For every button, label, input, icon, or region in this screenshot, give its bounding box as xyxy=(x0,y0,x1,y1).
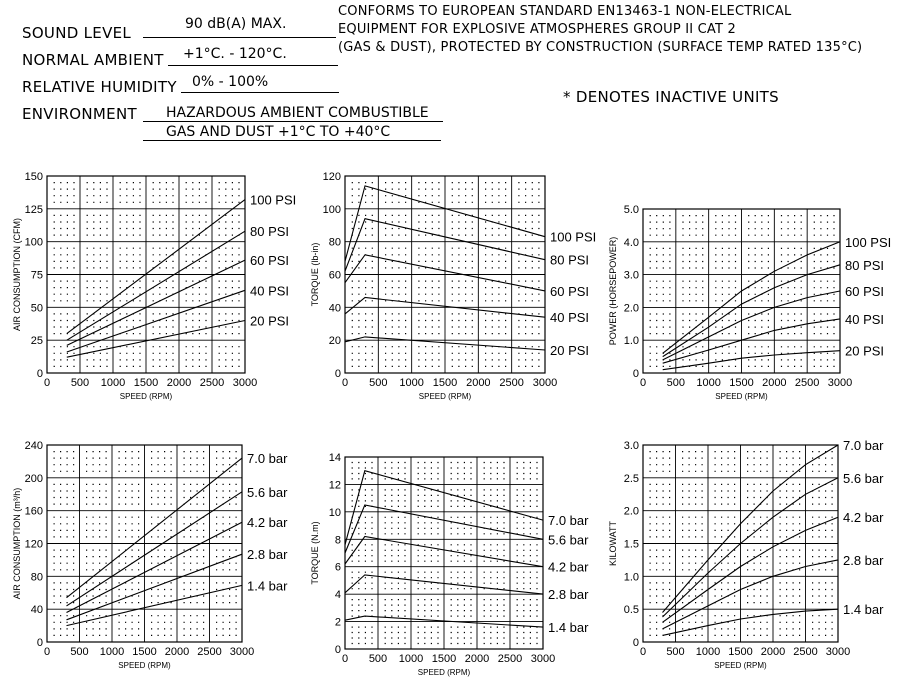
x-tick-label: 2000 xyxy=(464,653,490,665)
x-tick-label: 3000 xyxy=(532,377,558,389)
series-line xyxy=(67,200,245,334)
x-tick-label: 3000 xyxy=(827,377,853,389)
y-tick-label: 80 xyxy=(30,571,43,584)
y-tick-label: 4 xyxy=(334,589,341,602)
x-tick-label: 2500 xyxy=(793,646,818,658)
y-tick-label: 40 xyxy=(328,302,341,315)
y-tick-label: 120 xyxy=(24,538,43,551)
y-tick-label: 14 xyxy=(328,452,341,464)
series-label: 2.8 bar xyxy=(843,552,884,568)
x-tick-label: 2500 xyxy=(199,377,225,389)
y-tick-label: 0 xyxy=(36,368,43,380)
x-tick-label: 1000 xyxy=(399,377,424,389)
x-axis-label: SPEED (RPM) xyxy=(118,661,171,670)
y-axis-label: TORQUE (N.m) xyxy=(310,521,320,585)
y-tick-label: 3.0 xyxy=(623,440,639,452)
x-axis-label: SPEED (RPM) xyxy=(119,392,173,401)
y-tick-label: 3.0 xyxy=(623,269,639,282)
x-tick-label: 1000 xyxy=(100,377,126,389)
y-tick-label: 4.0 xyxy=(623,236,639,249)
spec-value-sound-level: 90 dB(A) MAX. xyxy=(185,16,287,32)
x-tick-label: 2500 xyxy=(499,377,524,389)
y-axis-label: TORQUE (lb-in) xyxy=(310,242,320,307)
y-tick-label: 40 xyxy=(30,604,43,617)
series-label: 60 PSI xyxy=(845,284,885,299)
series-label: 80 PSI xyxy=(250,224,290,240)
x-tick-label: 500 xyxy=(666,646,685,658)
x-tick-label: 1500 xyxy=(432,377,458,389)
series-label: 4.2 bar xyxy=(843,510,884,526)
y-tick-label: 120 xyxy=(322,171,341,183)
x-tick-label: 0 xyxy=(639,377,647,389)
x-tick-label: 0 xyxy=(341,377,349,389)
series-line xyxy=(663,445,839,613)
series-line xyxy=(663,242,840,353)
y-axis-label: AIR CONSUMPTION (CFM) xyxy=(12,218,22,331)
y-tick-label: 0 xyxy=(632,637,639,649)
standard-line-2: EQUIPMENT FOR EXPLOSIVE ATMOSPHERES GROUP II CAT 2 xyxy=(338,22,736,37)
series-label: 7.0 bar xyxy=(247,451,288,467)
y-tick-label: 80 xyxy=(328,236,341,249)
x-tick-label: 3000 xyxy=(232,377,258,389)
spec-label-sound-level: SOUND LEVEL xyxy=(22,24,132,42)
x-tick-label: 3000 xyxy=(229,646,255,658)
y-tick-label: 6 xyxy=(334,561,341,574)
x-tick-label: 2500 xyxy=(497,653,523,665)
y-tick-label: 150 xyxy=(24,171,43,183)
y-tick-label: 1.0 xyxy=(623,571,639,584)
x-tick-label: 0 xyxy=(639,646,647,658)
series-label: 7.0 bar xyxy=(548,513,589,529)
series-line xyxy=(67,554,243,620)
y-tick-label: 2.0 xyxy=(623,302,639,315)
x-tick-label: 1000 xyxy=(696,377,721,389)
x-tick-label: 2000 xyxy=(762,377,787,389)
x-tick-label: 500 xyxy=(666,377,686,389)
x-tick-label: 0 xyxy=(43,377,51,389)
x-tick-label: 1000 xyxy=(99,646,125,658)
series-label: 1.4 bar xyxy=(843,602,884,618)
y-axis-label: AIR CONSUMPTION (m³/h) xyxy=(12,487,22,600)
spec-value-environment-line2: GAS AND DUST +1°C TO +40°C xyxy=(166,124,391,140)
series-label: 100 PSI xyxy=(845,234,892,250)
series-line xyxy=(663,319,840,363)
y-tick-label: 10 xyxy=(328,506,341,519)
y-tick-label: 0 xyxy=(36,637,43,649)
x-tick-label: 2500 xyxy=(197,646,222,658)
series-line xyxy=(67,585,243,625)
y-tick-label: 240 xyxy=(24,440,43,452)
x-tick-label: 1000 xyxy=(398,653,424,665)
y-tick-label: 8 xyxy=(334,534,341,547)
x-tick-label: 0 xyxy=(341,653,349,665)
x-tick-label: 2500 xyxy=(794,377,820,389)
series-label: 100 PSI xyxy=(250,192,297,208)
spec-label-environment: ENVIRONMENT xyxy=(22,105,137,123)
x-tick-label: 3000 xyxy=(825,646,851,658)
series-line xyxy=(67,321,245,358)
x-tick-label: 0 xyxy=(43,646,51,658)
y-tick-label: 0.5 xyxy=(623,604,639,617)
x-tick-label: 500 xyxy=(70,646,89,658)
y-tick-label: 2.0 xyxy=(623,505,639,518)
spec-value-environment-line1: HAZARDOUS AMBIENT COMBUSTIBLE xyxy=(166,105,429,121)
y-tick-label: 0 xyxy=(334,644,341,656)
x-tick-label: 2000 xyxy=(760,646,786,658)
series-label: 80 PSI xyxy=(845,257,885,273)
y-tick-label: 25 xyxy=(30,335,43,348)
y-tick-label: 75 xyxy=(30,269,43,282)
spec-label-relative-humidity: RELATIVE HUMIDITY xyxy=(22,78,177,96)
x-tick-label: 500 xyxy=(368,653,388,665)
x-tick-label: 1000 xyxy=(695,646,721,658)
series-label: 5.6 bar xyxy=(548,532,589,548)
series-label: 2.8 bar xyxy=(247,547,288,563)
x-tick-label: 3000 xyxy=(530,653,556,665)
x-tick-label: 2000 xyxy=(166,377,192,389)
y-tick-label: 125 xyxy=(24,203,43,216)
spec-label-normal-ambient: NORMAL AMBIENT xyxy=(22,51,164,69)
x-tick-label: 500 xyxy=(70,377,90,389)
x-axis-label: SPEED (RPM) xyxy=(417,668,471,677)
y-tick-label: 0 xyxy=(334,368,341,380)
y-tick-label: 160 xyxy=(24,505,43,518)
y-tick-label: 1.5 xyxy=(623,538,639,551)
spec-value-relative-humidity: 0% - 100% xyxy=(192,74,269,90)
series-label: 20 PSI xyxy=(550,343,590,359)
series-label: 1.4 bar xyxy=(247,578,288,594)
series-line xyxy=(67,231,245,340)
series-line xyxy=(663,265,840,357)
standard-line-3: (GAS & DUST), PROTECTED BY CONSTRUCTION (SURFACE TEMP RATED 135°C) xyxy=(338,40,863,55)
series-label: 4.2 bar xyxy=(247,515,288,531)
y-tick-label: 60 xyxy=(328,269,341,282)
y-tick-label: 5.0 xyxy=(623,204,639,216)
x-axis-label: SPEED (RPM) xyxy=(715,392,768,401)
y-tick-label: 20 xyxy=(328,335,341,348)
series-label: 20 PSI xyxy=(845,343,885,359)
series-label: 60 PSI xyxy=(550,283,590,299)
x-tick-label: 1500 xyxy=(729,377,754,389)
series-label: 40 PSI xyxy=(250,283,290,299)
x-axis-label: SPEED (RPM) xyxy=(714,661,767,670)
x-tick-label: 500 xyxy=(369,377,388,389)
y-tick-label: 12 xyxy=(328,479,341,492)
series-line xyxy=(67,492,243,606)
x-tick-label: 1500 xyxy=(728,646,753,658)
x-tick-label: 2000 xyxy=(466,377,491,389)
y-tick-label: 1.0 xyxy=(623,335,639,348)
series-label: 7.0 bar xyxy=(843,438,884,453)
series-line xyxy=(67,522,243,612)
series-label: 5.6 bar xyxy=(247,484,288,500)
y-tick-label: 100 xyxy=(322,203,341,216)
series-label: 5.6 bar xyxy=(843,470,884,486)
x-tick-label: 1500 xyxy=(133,377,159,389)
series-label: 60 PSI xyxy=(250,253,290,269)
x-tick-label: 2000 xyxy=(164,646,190,658)
series-line xyxy=(67,260,245,345)
series-label: 1.4 bar xyxy=(548,620,589,636)
spec-value-normal-ambient: +1°C. - 120°C. xyxy=(183,46,287,62)
series-label: 2.8 bar xyxy=(548,587,589,603)
y-tick-label: 200 xyxy=(24,472,43,485)
series-label: 20 PSI xyxy=(250,313,290,329)
y-tick-label: 2.5 xyxy=(623,472,639,485)
y-tick-label: 50 xyxy=(30,302,43,315)
inactive-units-note: * DENOTES INACTIVE UNITS xyxy=(563,88,779,106)
y-axis-label: POWER (HORSEPOWER) xyxy=(608,236,618,346)
y-tick-label: 100 xyxy=(24,236,43,249)
series-label: 100 PSI xyxy=(550,229,597,245)
standard-line-1: CONFORMS TO EUROPEAN STANDARD EN13463-1 NON-ELECTRICAL xyxy=(338,4,792,19)
series-label: 4.2 bar xyxy=(548,559,589,575)
series-label: 40 PSI xyxy=(845,311,885,327)
y-tick-label: 2 xyxy=(334,616,341,629)
x-tick-label: 1500 xyxy=(132,646,157,658)
y-tick-label: 0 xyxy=(632,368,639,380)
x-tick-label: 1500 xyxy=(431,653,457,665)
series-label: 80 PSI xyxy=(550,252,590,268)
y-axis-label: KILOWATT xyxy=(608,521,618,566)
x-axis-label: SPEED (RPM) xyxy=(418,392,472,401)
series-line xyxy=(67,290,245,352)
series-label: 40 PSI xyxy=(550,310,590,326)
